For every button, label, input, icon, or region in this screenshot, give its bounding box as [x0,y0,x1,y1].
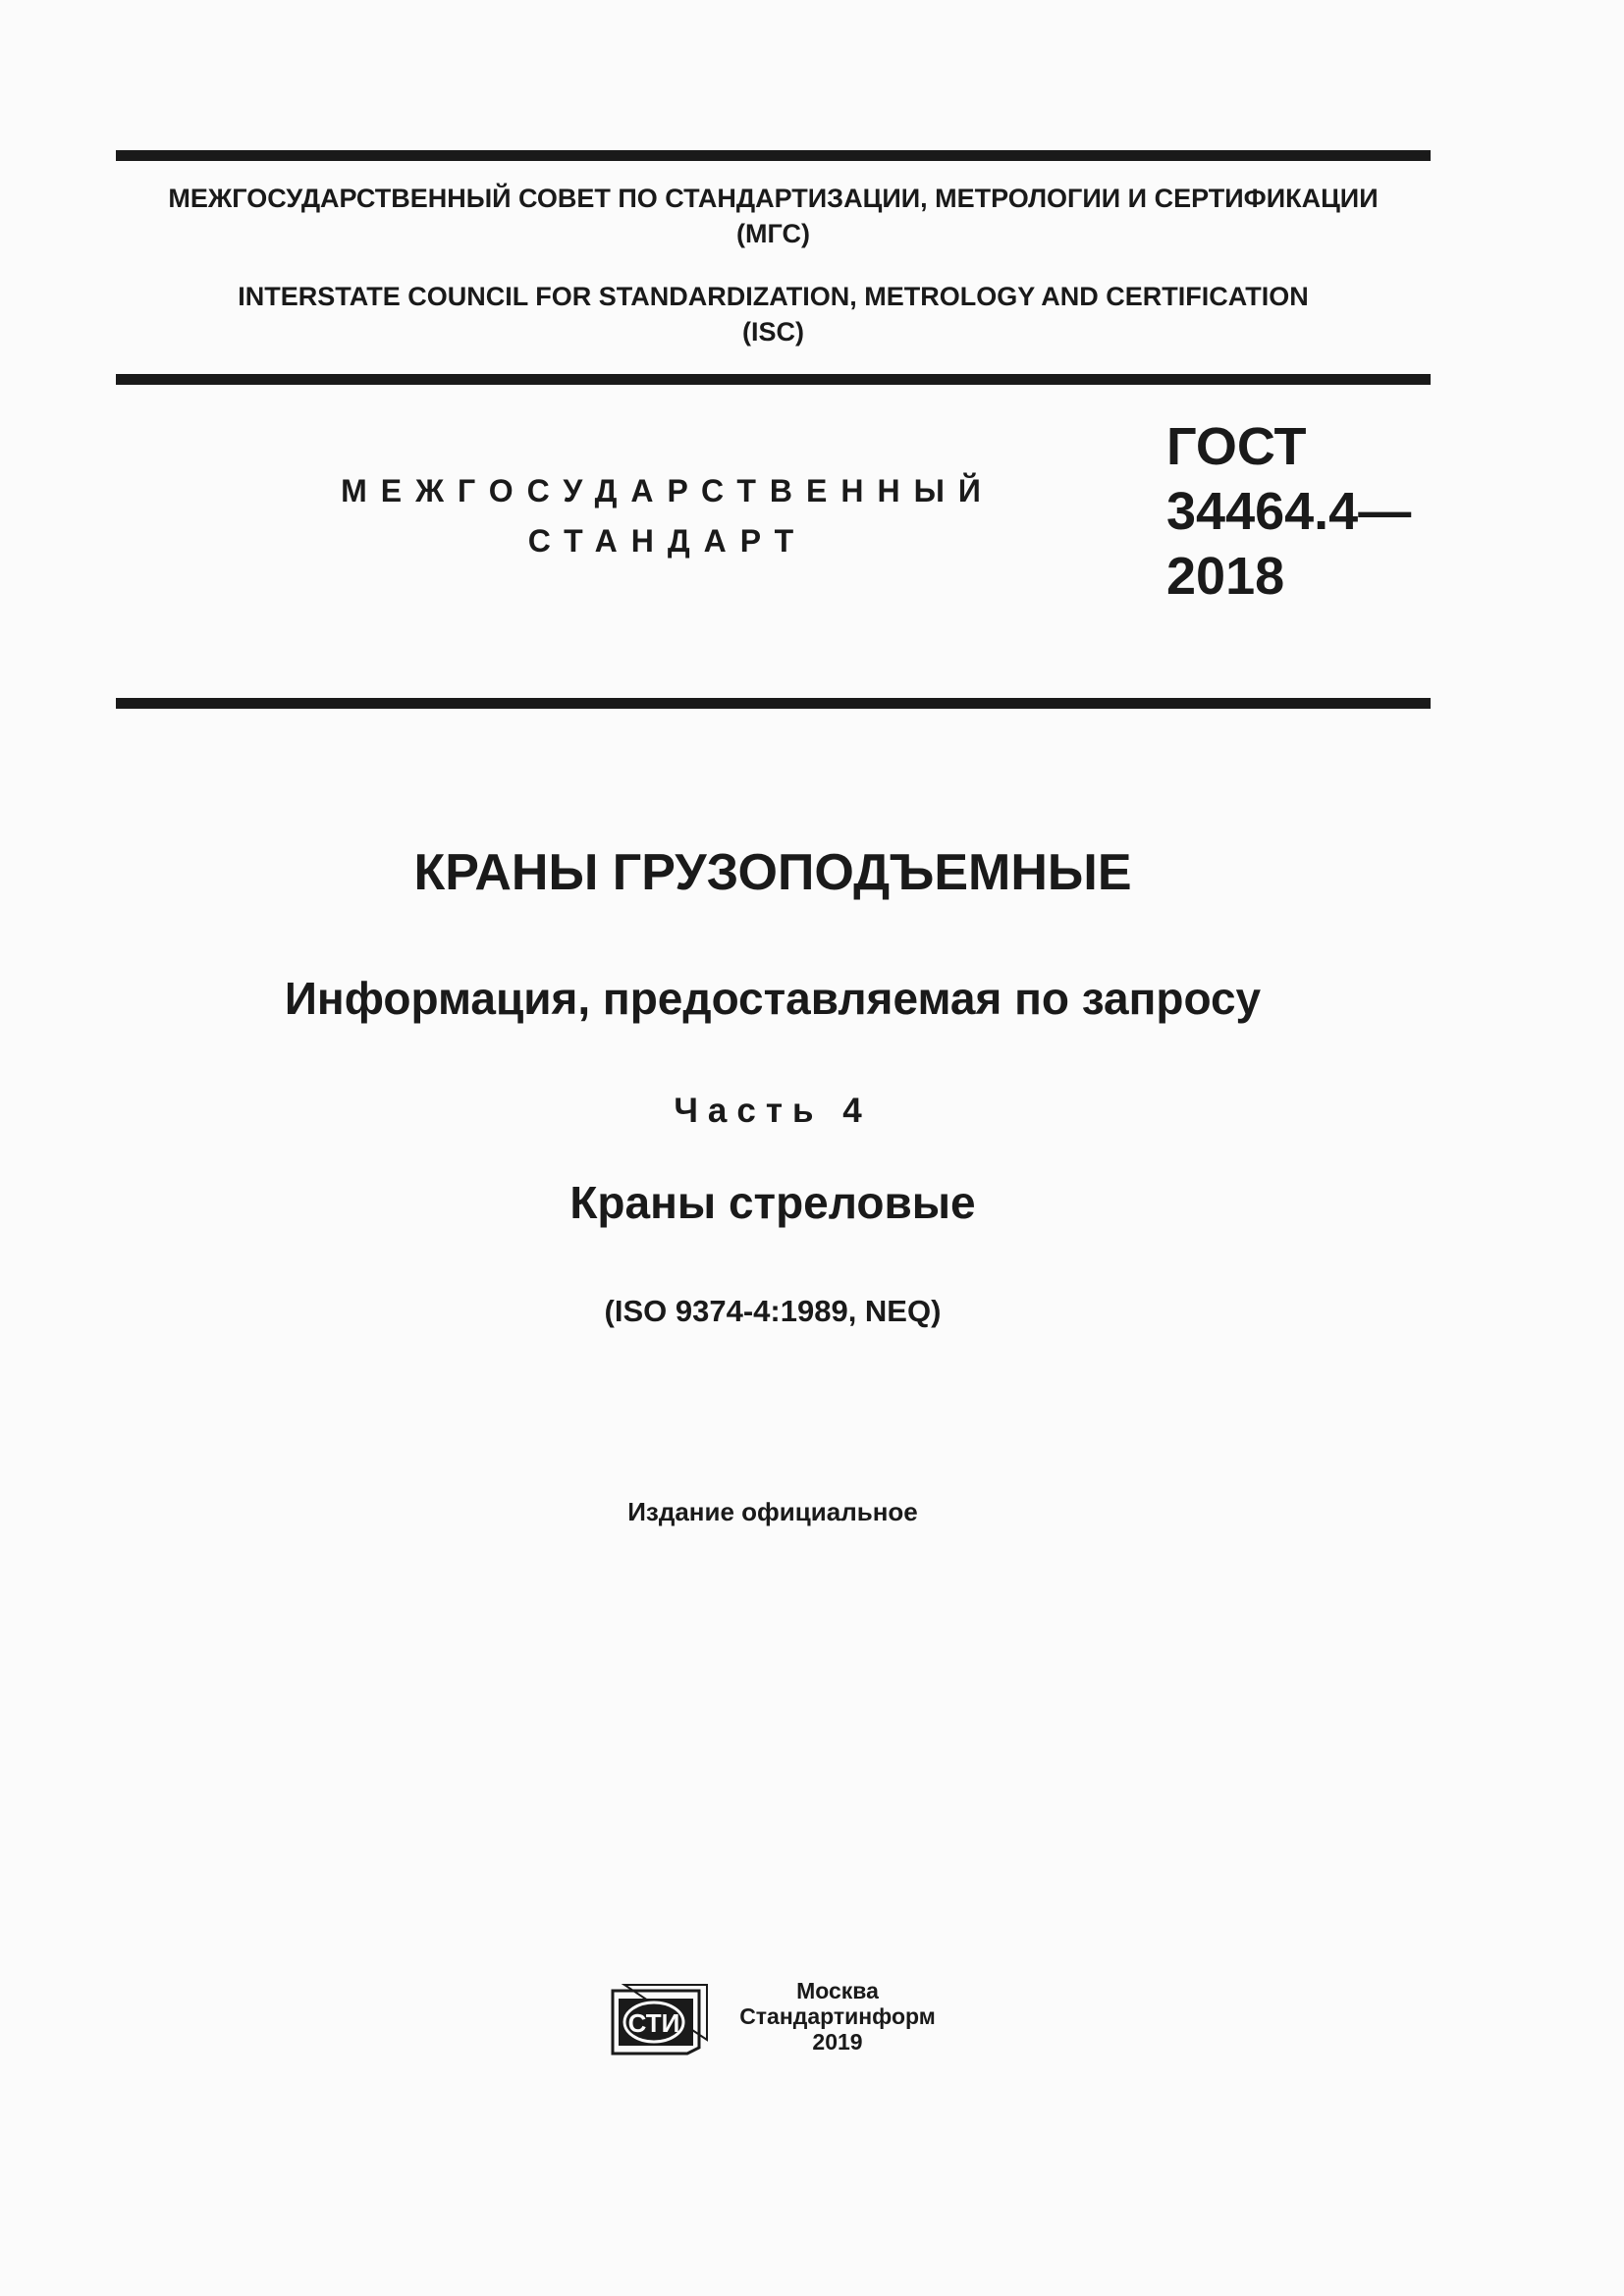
standartinform-logo-icon [611,1977,709,2056]
publisher-block [725,1978,950,2055]
edition-note: Издание официальное [627,1497,918,1526]
publisher-name: Стандартинформ [739,2003,936,2029]
middle-divider [116,374,1431,385]
publisher-city: Москва [796,1978,879,2003]
iso-reference: (ISO 9374-4:1989, NEQ) [604,1294,942,1328]
gost-number [1166,414,1411,609]
top-divider [116,150,1431,161]
gost-code: 34464.4— [1166,482,1412,541]
part-number: Часть 4 [674,1092,872,1130]
part-name: Краны стреловые [569,1177,976,1228]
standard-label-line2: СТАНДАРТ [527,523,808,559]
council-ru-name: МЕЖГОСУДАРСТВЕННЫЙ СОВЕТ ПО СТАНДАРТИЗАЦИИ, МЕТРОЛОГИИ И СЕРТИФИКАЦИИ [168,184,1379,213]
bottom-divider [116,698,1431,709]
council-en-abbr: (ISC) [742,317,804,347]
gost-prefix: ГОСТ [1166,417,1307,476]
standard-label-line1: МЕЖГОСУДАРСТВЕННЫЙ [341,473,995,508]
logo-text: СТИ [627,2008,680,2038]
document-subtitle: Информация, предоставляемая по запросу [284,973,1262,1024]
document-title: КРАНЫ ГРУЗОПОДЪЕМНЫЕ [413,844,1132,901]
council-english [116,279,1431,349]
gost-year: 2018 [1166,547,1285,606]
publisher-year: 2019 [812,2029,863,2055]
council-ru-abbr: (МГС) [736,219,810,248]
council-en-name: INTERSTATE COUNCIL FOR STANDARDIZATION, METROLOGY AND CERTIFICATION [238,282,1309,311]
council-russian [116,181,1431,251]
